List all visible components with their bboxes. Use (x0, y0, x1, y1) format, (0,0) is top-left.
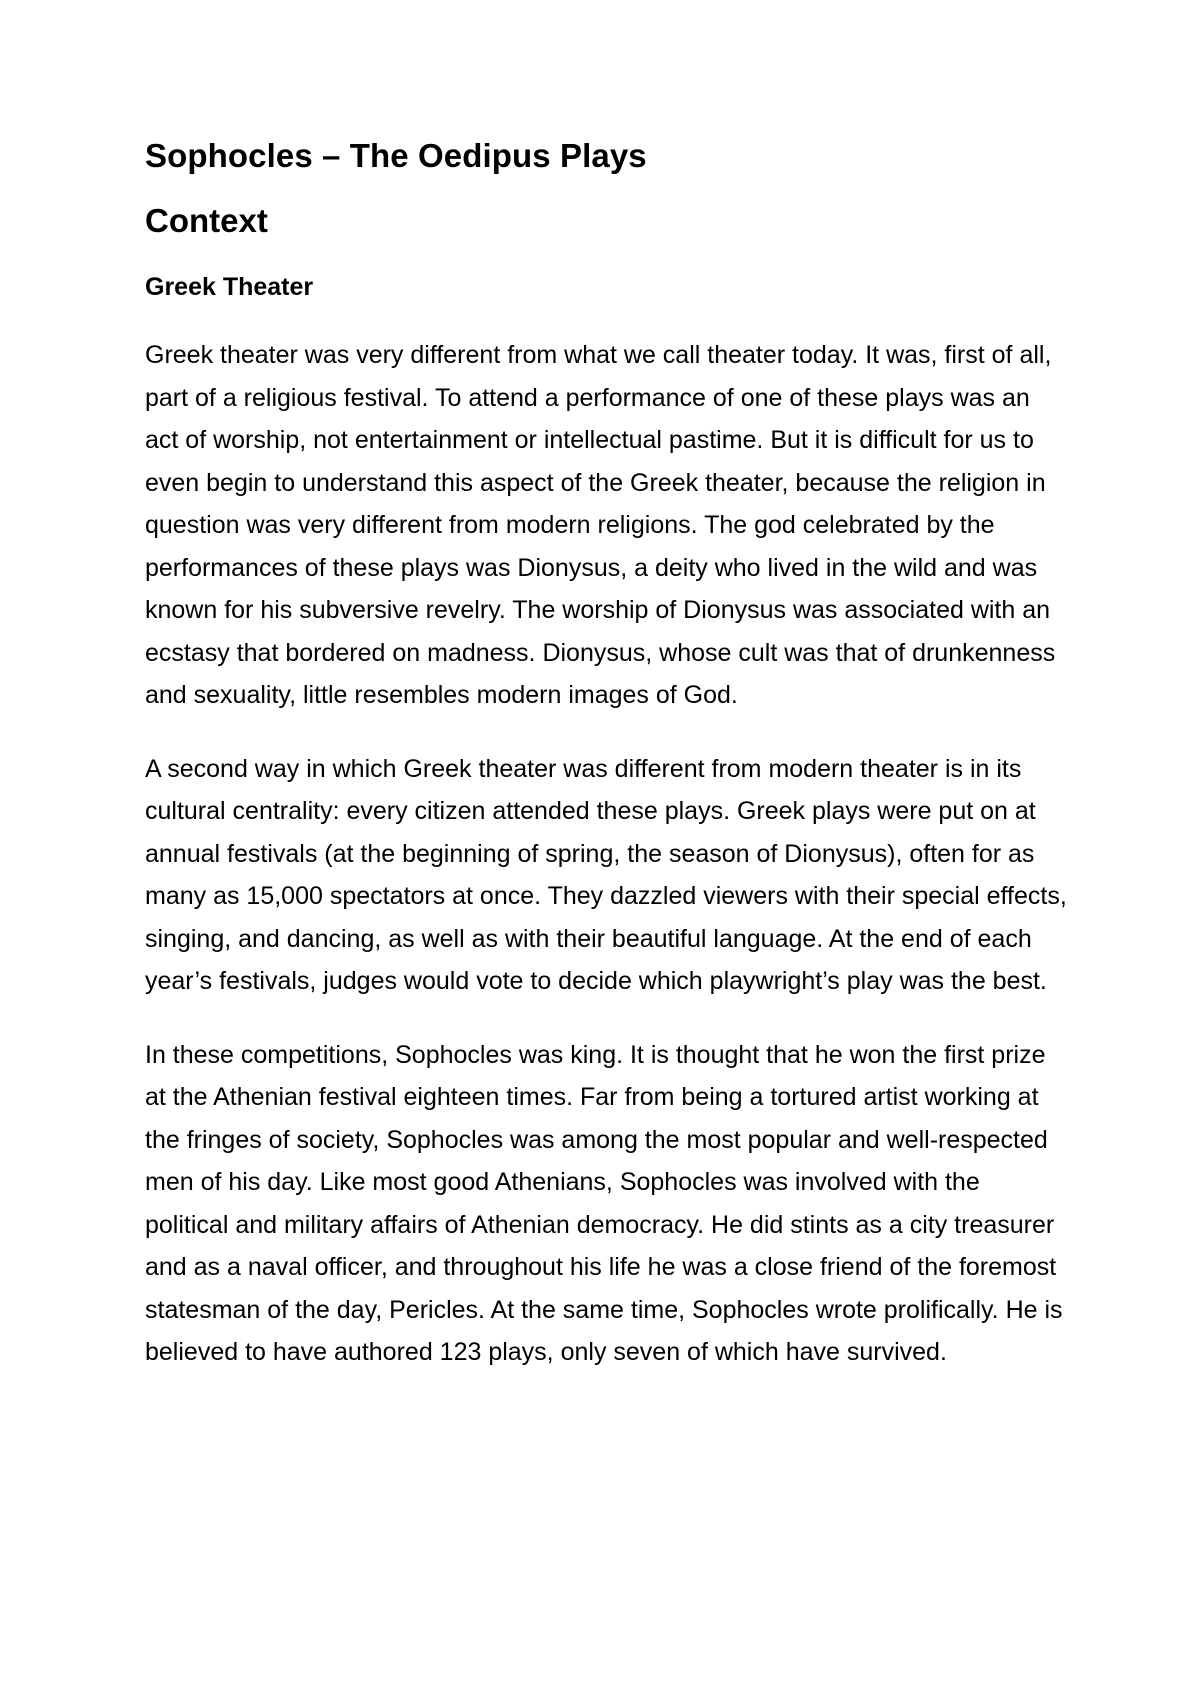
body-paragraph: A second way in which Greek theater was different from modern theater is in its cultural centrality: every citizen attended these plays. Greek plays were put on at annual festivals (at the beginning of spring, the season of Dionysus), often for as many as 15,000 spectators at once. They dazzled viewers with their special effects, singing, and dancing, as well as with their beautiful language. At the end of each year’s festivals, judges would vote to decide which playwright’s play was the best. (145, 754, 1067, 996)
section-heading-context: Context (145, 201, 268, 239)
subsection-heading-greek-theater: Greek Theater (145, 273, 314, 302)
body-paragraph: In these competitions, Sophocles was king. It is thought that he won the first prize at the Athenian festival eighteen times. Far from being a tortured artist working at the fringes of society, Sophocles was among the most popular and well-respected men of his day. Like most good Athenians, Sophocles was involved with the political and military affairs of Athenian democracy. He did stints as a city treasurer and as a naval officer, and throughout his life he was a close friend of the foremost statesman of the day, Pericles. At the same time, Sophocles wrote prolifically. He is believed to have authored 123 plays, only seven of which have survived. (145, 1040, 1063, 1367)
document-title: Sophocles – The Oedipus Plays (145, 137, 647, 174)
body-paragraph: Greek theater was very different from what we call theater today. It was, first of all, part of a religious festival. To attend a performance of one of these plays was an act of worship, not entertainment or intellectual pastime. But it is difficult for us to even begin to understand this aspect of the Greek theater, because the religion in question was very different from modern religions. The god celebrated by the performances of these plays was Dionysus, a deity who lived in the wild and was known for his subversive revelry. The worship of Dionysus was associated with an ecstasy that bordered on madness. Dionysus, whose cult was that of drunkenness and sexuality, little resembles modern images of God. (145, 341, 1056, 710)
